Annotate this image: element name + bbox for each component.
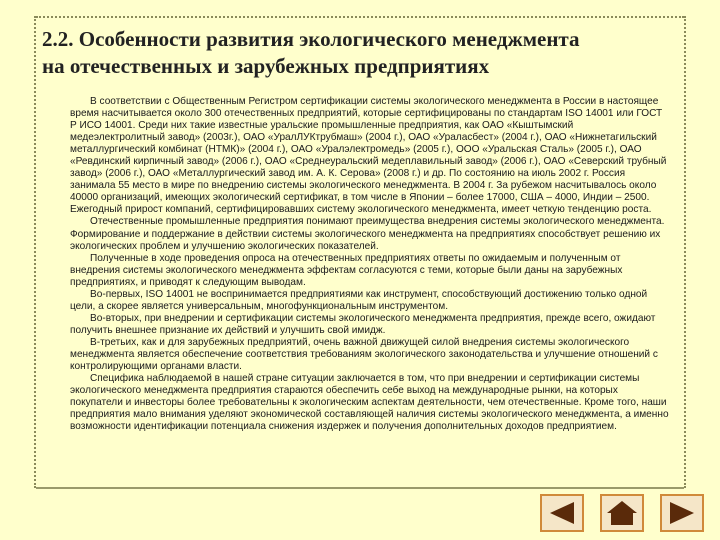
slide-body	[70, 96, 670, 433]
body-paragraph: Во-первых, ISO 14001 не воспринимается предприятиями как инструмент, способствующий достижению только одной цели, а скорее является универсальным, многофункциональным инструментом.	[70, 288, 648, 312]
body-paragraph: Полученные в ходе проведения опроса на отечественных предприятиях ответы по ожидаемым и полученным от внедрения системы экологического менеджмента эффектам согласуются с теми, которые были даны на зарубежных предприятиях, и приводят к следующим выводам.	[70, 252, 623, 288]
body-paragraph: В соответствии с Общественным Регистром сертификации системы экологического менеджмента в России в настоящее время насчитывается около 300 отечественных предприятий, которые сертифицированы по стандартам ISO 14001 или ГОСТ Р ИСО 14001. Среди них такие известные уральские промышленные предприятия, как ОАО «Кыштымский медеэлектролитный завод» (2003г.), ОАО «УралЛУКтрубмаш» (2004 г.), ОАО «Ураласбест» (2004 г.), ОАО «Нижнетагильский металлургический комбинат (НТМК)» (2004 г.), ОАО «Уралэлектромедь» (2005 г.), ООО «Уральская Сталь» (2005 г.), ОАО «Ревдинский кирпичный завод» (2006 г.), ОАО «Среднеуральский медеплавильный завод» (2006 г.), ОАО «Северский трубный завод» (2006 г.), ОАО «Металлургический завод им. А. К. Серова» (2008 г.) и др. По состоянию на июль 2002 г. Россия занимала 55 место в мире по внедрению системы экологического менеджмента. В 2004 г. За рубежом насчитывалось около 40000 организаций, имеющих экологический сертификат, в том числе в Японии – более 17000, США – 4000, Индии – 2500. Ежегодный прирост компаний, сертифицировавших систему экологического менеджмента, имеет четкую тенденцию роста.	[70, 96, 667, 216]
triangle-right-icon	[666, 500, 698, 526]
frame-bottom-border	[36, 487, 684, 489]
home-slide-button[interactable]	[600, 494, 644, 532]
house-icon	[605, 499, 639, 527]
triangle-left-icon	[546, 500, 578, 526]
body-paragraph: Отечественные промышленные предприятия понимают преимущества внедрения системы экологического менеджмента. Формирование и поддержание в действии системы экологического менеджмента на предприятиях способствует решению их экологических проблем и улучшению экологических показателей.	[70, 216, 665, 252]
body-paragraph: Во-вторых, при внедрении и сертификации системы экологического менеджмента предприятия, прежде всего, ожидают получить внешнее признание их действий и улучшить свой имидж.	[70, 312, 656, 336]
frame-right-border	[684, 16, 686, 488]
body-paragraph: В-третьих, как и для зарубежных предприятий, очень важной движущей силой внедрения системы экологического менеджмента является обеспечение соответствия требованиям экологического законодательства и улучшение отношений с контролирующими органами власти.	[70, 336, 658, 373]
next-slide-button[interactable]	[660, 494, 704, 532]
slide-title-line-2: на отечественных и зарубежных предприятиях	[42, 54, 490, 78]
slide-title	[42, 26, 682, 80]
prev-slide-button[interactable]	[540, 494, 584, 532]
slide-title-line-1: 2.2. Особенности развития экологического менеджмента	[42, 27, 580, 51]
frame-top-border	[36, 16, 684, 18]
frame-left-border	[34, 16, 36, 488]
body-paragraph: Специфика наблюдаемой в нашей стране ситуации заключается в том, что при внедрении и сертификации системы экологического менеджмента предприятия стараются обеспечить себе выход на международные рынки, на которых покупатели и инвесторы более требовательны к экологическим аспектам деятельности, чем отечественные. Кроме того, наши предприятия мало внимания уделяют экономической составляющей наличия системы экологического менеджмента, а именно возможности идентификации потенциала снижения издержек и получения дополнительных доходов предприятием.	[70, 373, 669, 433]
